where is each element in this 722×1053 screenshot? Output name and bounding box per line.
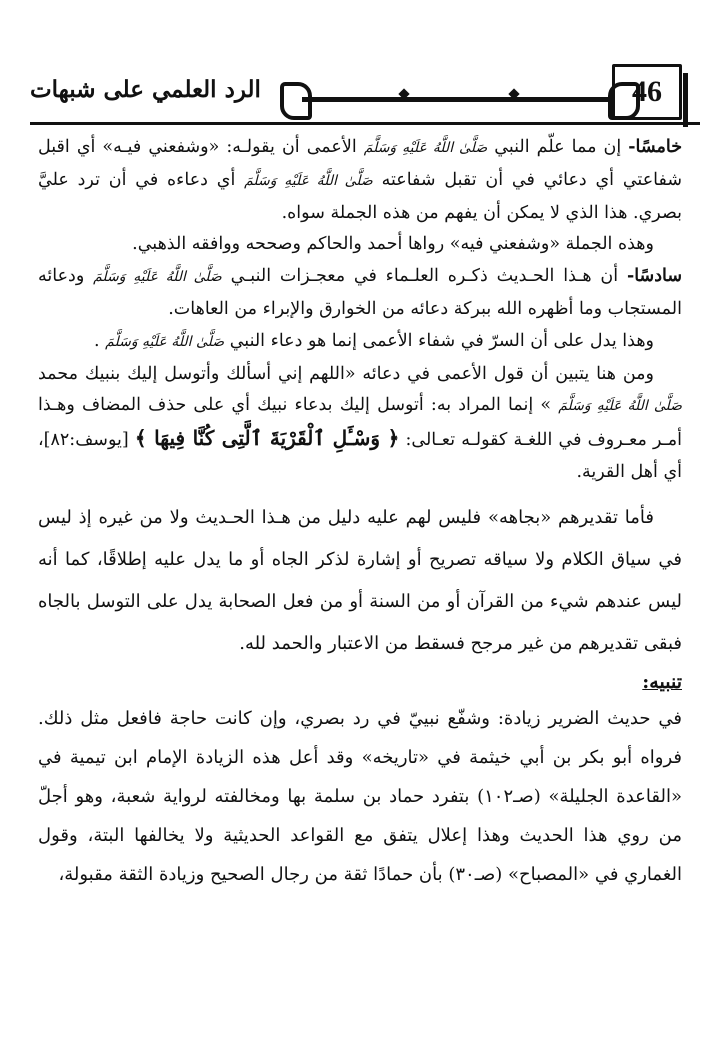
point-label: سادسًا- — [626, 266, 682, 287]
page-number: 46 — [612, 64, 682, 120]
book-title: الرد العلمي على شبهات — [30, 76, 261, 103]
text-run: أن هـذا الحـديث ذكـره العلـماء في معجـزات النبـي — [221, 266, 627, 287]
point-label: خامسًا- — [628, 137, 683, 157]
text-run: وهذا يدل على أن السرّ في شفاء الأعمى إنما هو دعاء النبي — [224, 330, 654, 351]
paragraph-fifth-point — [38, 132, 682, 229]
paragraph-narration: وهذه الجملة «وشفعني فيه» رواها أحمد والحاكم وصححه ووافقه الذهبي. — [132, 234, 654, 255]
text-run: . — [94, 330, 106, 351]
text-run: إن مما علّم النبي — [487, 137, 629, 157]
text-run: أي دعاءه في أن ترد عليَّ بصري. هذا الذي لا يمكن أن يفهم من هذه الجملة سواه. — [38, 169, 682, 223]
spacer — [38, 489, 682, 497]
honorific-phrase: صَلَّىٰ اللَّهُ عَلَيْهِ وَسَلَّمَ — [558, 398, 683, 415]
honorific-phrase: صَلَّىٰ اللَّهُ عَلَيْهِ وَسَلَّمَ — [105, 333, 225, 350]
verse-reference: [يوسف:٨٢]، أي أهل القرية. — [38, 430, 682, 482]
note-heading: تنبيه: — [642, 670, 682, 693]
paragraph-secret — [38, 326, 682, 359]
paragraph-sixth-point — [38, 261, 682, 326]
page-body — [38, 128, 682, 894]
honorific-phrase: صَلَّىٰ اللَّهُ عَلَيْهِ وَسَلَّمَ — [93, 269, 222, 286]
text-run: الأعمى أن يقولـه: «وشفعني فيـه» أي اقبل شفاعتي أي دعائي في أن تقبل شفاعته — [38, 137, 682, 190]
header-ornament — [280, 74, 640, 114]
quran-verse: ﴿ وَسْـَٔلِ ٱلْقَرْيَةَ ٱلَّتِى كُنَّا فِيهَا ﴾ — [134, 426, 400, 451]
ornament-mark-right — [608, 82, 640, 120]
paragraph-jah: فأما تقديرهم «بجاهه» فليس لهم عليه دليل من هـذا الحـديث ولا من غيره إذ ليس في سياق الكلام ولا سياقه تصريح أو إشارة لذكر الجاه أو ما يدل عليه إطلاقًا، كما أنه ليس عندهم شيء من القرآن أو من السنة أو من فعل الصحابة يدل على التوسل بالجاه فبقى تقديرهم من غير مرجح فسقط من الاعتبار والحمد لله. — [38, 506, 682, 654]
ornament-bar — [302, 97, 614, 102]
text-run: ودعائه المستجاب وما أظهره الله ببركة دعائه من الخوارق والإبراء من العاهات. — [38, 266, 682, 319]
honorific-phrase: صَلَّىٰ اللَّهُ عَلَيْهِ وَسَلَّمَ — [363, 140, 488, 156]
text-run: » إنما المراد به: أتوسل إليك بدعاء نبيك أي على حذف المضاف وهـذا أمـر معـروف في اللغـة كقولـه تعـالى: — [38, 395, 682, 451]
ornament-mark-left — [280, 82, 312, 120]
text-run: ومن هنا يتبين أن قول الأعمى في دعائه «اللهم إني أسألك وأتوسل إليك بنبيك محمد — [38, 363, 654, 384]
paragraph-note: في حديث الضرير زيادة: وشفّع نبييّ في رد بصري، وإن كانت حاجة فافعل مثل ذلك. فرواه أبو بكر بن أبي خيثمة في «تاريخه» وقد أعل هذه الزيادة الإمام ابن تيمية في «القاعدة الجليلة» (صـ١٠٢) بتفرد حماد بن سلمة بها ومخالفته لرواية شعبة، وهو أجلّ من روي هذا الحديث وهذا إعلال يتفق مع القواعد الحديثية ولا يخالفها البتة، وقول الغماري في «المصباح» (صـ٣٠) بأن حمادًا ثقة من رجال الصحيح وزيادة الثقة مقبولة، — [38, 707, 682, 885]
page-header — [30, 58, 700, 128]
paragraph-tawassul — [38, 359, 682, 489]
honorific-phrase: صَلَّىٰ اللَّهُ عَلَيْهِ وَسَلَّمَ — [244, 172, 373, 189]
header-rule — [30, 122, 700, 125]
